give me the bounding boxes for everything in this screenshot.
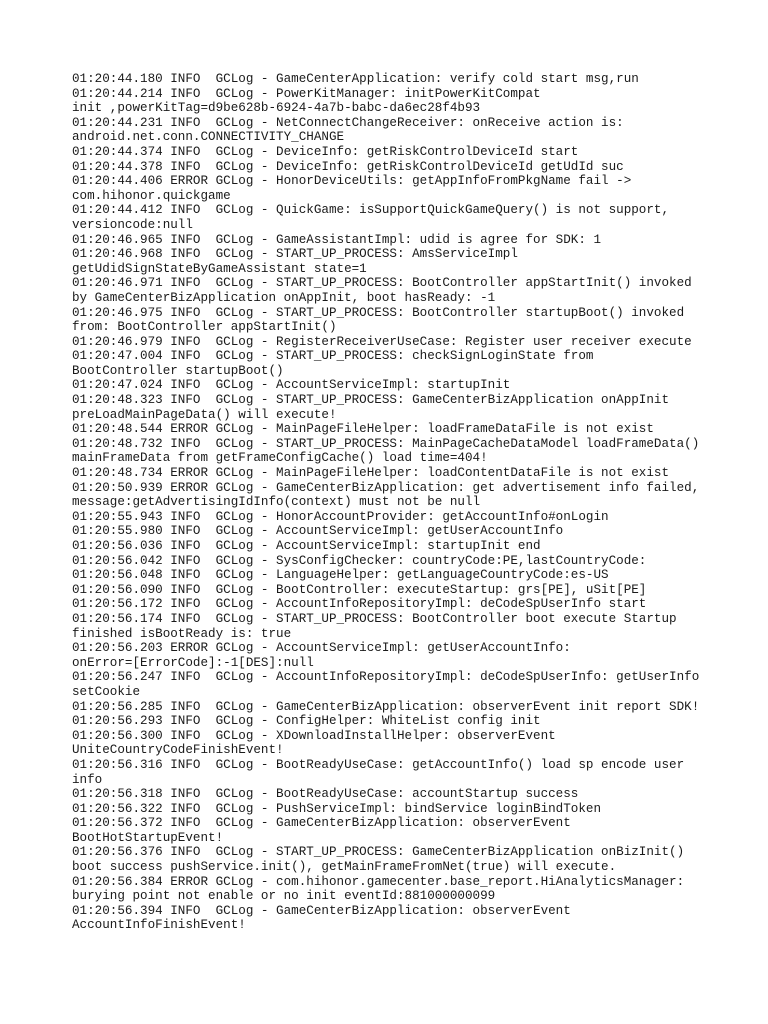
log-line: 01:20:48.323 INFO GCLog - START_UP_PROCESS: GameCenterBizApplication onAppInit [72,393,670,408]
log-line: 01:20:56.203 ERROR GCLog - AccountServiceImpl: getUserAccountInfo: [72,641,571,656]
log-line: preLoadMainPageData() will execute! [72,407,337,422]
log-line: setCookie [72,684,141,699]
log-line: AccountInfoFinishEvent! [72,918,246,933]
log-line: 01:20:56.318 INFO GCLog - BootReadyUseCase: accountStartup success [72,787,579,802]
log-line: 01:20:46.975 INFO GCLog - START_UP_PROCESS: BootController startupBoot() invoked [72,305,685,320]
log-line: by GameCenterBizApplication onAppInit, boot hasReady: -1 [72,290,496,305]
log-line: BootController startupBoot() [72,363,284,378]
log-line: 01:20:46.971 INFO GCLog - START_UP_PROCESS: BootController appStartInit() invoked [72,276,692,291]
log-line: 01:20:56.285 INFO GCLog - GameCenterBizApplication: observerEvent init report SDK! [72,699,700,714]
log-line: android.net.conn.CONNECTIVITY_CHANGE [72,130,345,145]
log-line: UniteCountryCodeFinishEvent! [72,743,284,758]
log-line: message:getAdvertisingIdInfo(context) must not be null [72,495,481,510]
log-line: 01:20:48.544 ERROR GCLog - MainPageFileHelper: loadFrameDataFile is not exist [72,422,654,437]
log-line: info [72,772,103,787]
log-line: 01:20:46.979 INFO GCLog - RegisterReceiverUseCase: Register user receiver execute [72,334,692,349]
log-line: boot success pushService.init(), getMainFrameFromNet(true) will execute. [72,860,617,875]
log-line: 01:20:56.042 INFO GCLog - SysConfigChecker: countryCode:PE,lastCountryCode: [72,553,647,568]
log-line: 01:20:56.372 INFO GCLog - GameCenterBizApplication: observerEvent [72,816,571,831]
log-line: 01:20:56.384 ERROR GCLog - com.hihonor.gamecenter.base_report.HiAnalyticsManager: [72,874,685,889]
log-line: 01:20:56.174 INFO GCLog - START_UP_PROCESS: BootController boot execute Startup [72,611,677,626]
log-line: 01:20:44.406 ERROR GCLog - HonorDeviceUtils: getAppInfoFromPkgName fail -> [72,174,632,189]
log-line: 01:20:44.214 INFO GCLog - PowerKitManager: initPowerKitCompat [72,86,541,101]
log-line: 01:20:56.316 INFO GCLog - BootReadyUseCase: getAccountInfo() load sp encode user [72,757,685,772]
log-line: from: BootController appStartInit() [72,320,337,335]
log-line: 01:20:56.322 INFO GCLog - PushServiceImpl: bindService loginBindToken [72,801,602,816]
log-line: 01:20:56.048 INFO GCLog - LanguageHelper: getLanguageCountryCode:es-US [72,568,609,583]
log-line: 01:20:56.247 INFO GCLog - AccountInfoRepositoryImpl: deCodeSpUserInfo: getUserInfo [72,670,700,685]
log-line: versioncode:null [72,217,193,232]
log-line: 01:20:44.378 INFO GCLog - DeviceInfo: getRiskControlDeviceId getUdId suc [72,159,624,174]
log-line: 01:20:44.412 INFO GCLog - QuickGame: isSupportQuickGameQuery() is not support, [72,203,670,218]
log-line: 01:20:55.943 INFO GCLog - HonorAccountProvider: getAccountInfo#onLogin [72,509,609,524]
log-line: 01:20:46.968 INFO GCLog - START_UP_PROCESS: AmsServiceImpl [72,247,518,262]
log-line: mainFrameData from getFrameConfigCache() load time=404! [72,451,488,466]
log-line: finished isBootReady is: true [72,626,292,641]
log-text-block [72,72,712,933]
log-line: 01:20:56.036 INFO GCLog - AccountServiceImpl: startupInit end [72,539,541,553]
log-line: 01:20:56.300 INFO GCLog - XDownloadInstallHelper: observerEvent [72,728,556,743]
log-line: onError=[ErrorCode]:-1[DES]:null [72,655,314,670]
log-line: 01:20:55.980 INFO GCLog - AccountServiceImpl: getUserAccountInfo [72,524,564,539]
log-line: 01:20:56.376 INFO GCLog - START_UP_PROCESS: GameCenterBizApplication onBizInit() [72,845,685,860]
log-line: 01:20:46.965 INFO GCLog - GameAssistantImpl: udid is agree for SDK: 1 [72,232,602,247]
log-line: burying point not enable or no init eventId:881000000099 [72,889,496,904]
log-line: 01:20:47.024 INFO GCLog - AccountServiceImpl: startupInit [72,378,511,393]
log-line: 01:20:44.374 INFO GCLog - DeviceInfo: getRiskControlDeviceId start [72,144,579,159]
log-line: 01:20:56.293 INFO GCLog - ConfigHelper: WhiteList config init [72,714,541,729]
log-line: 01:20:48.732 INFO GCLog - START_UP_PROCESS: MainPageCacheDataModel loadFrameData() [72,436,700,451]
log-line: init ,powerKitTag=d9be628b-6924-4a7b-babc-da6ec28f4b93 [72,101,481,116]
log-line: 01:20:44.180 INFO GCLog - GameCenterApplication: verify cold start msg,run [72,72,639,86]
log-line: 01:20:48.734 ERROR GCLog - MainPageFileHelper: loadContentDataFile is not exist [72,466,670,481]
log-line: 01:20:44.231 INFO GCLog - NetConnectChangeReceiver: onReceive action is: [72,115,624,130]
log-line: 01:20:56.172 INFO GCLog - AccountInfoRepositoryImpl: deCodeSpUserInfo start [72,597,647,612]
log-line: 01:20:47.004 INFO GCLog - START_UP_PROCESS: checkSignLoginState from [72,349,594,364]
log-line: getUdidSignStateByGameAssistant state=1 [72,261,367,276]
log-line: 01:20:50.939 ERROR GCLog - GameCenterBizApplication: get advertisement info failed, [72,480,700,495]
log-line: 01:20:56.394 INFO GCLog - GameCenterBizApplication: observerEvent [72,903,571,918]
log-line: BootHotStartupEvent! [72,830,224,845]
log-line: com.hihonor.quickgame [72,188,231,203]
log-line: 01:20:56.090 INFO GCLog - BootController: executeStartup: grs[PE], uSit[PE] [72,582,647,597]
